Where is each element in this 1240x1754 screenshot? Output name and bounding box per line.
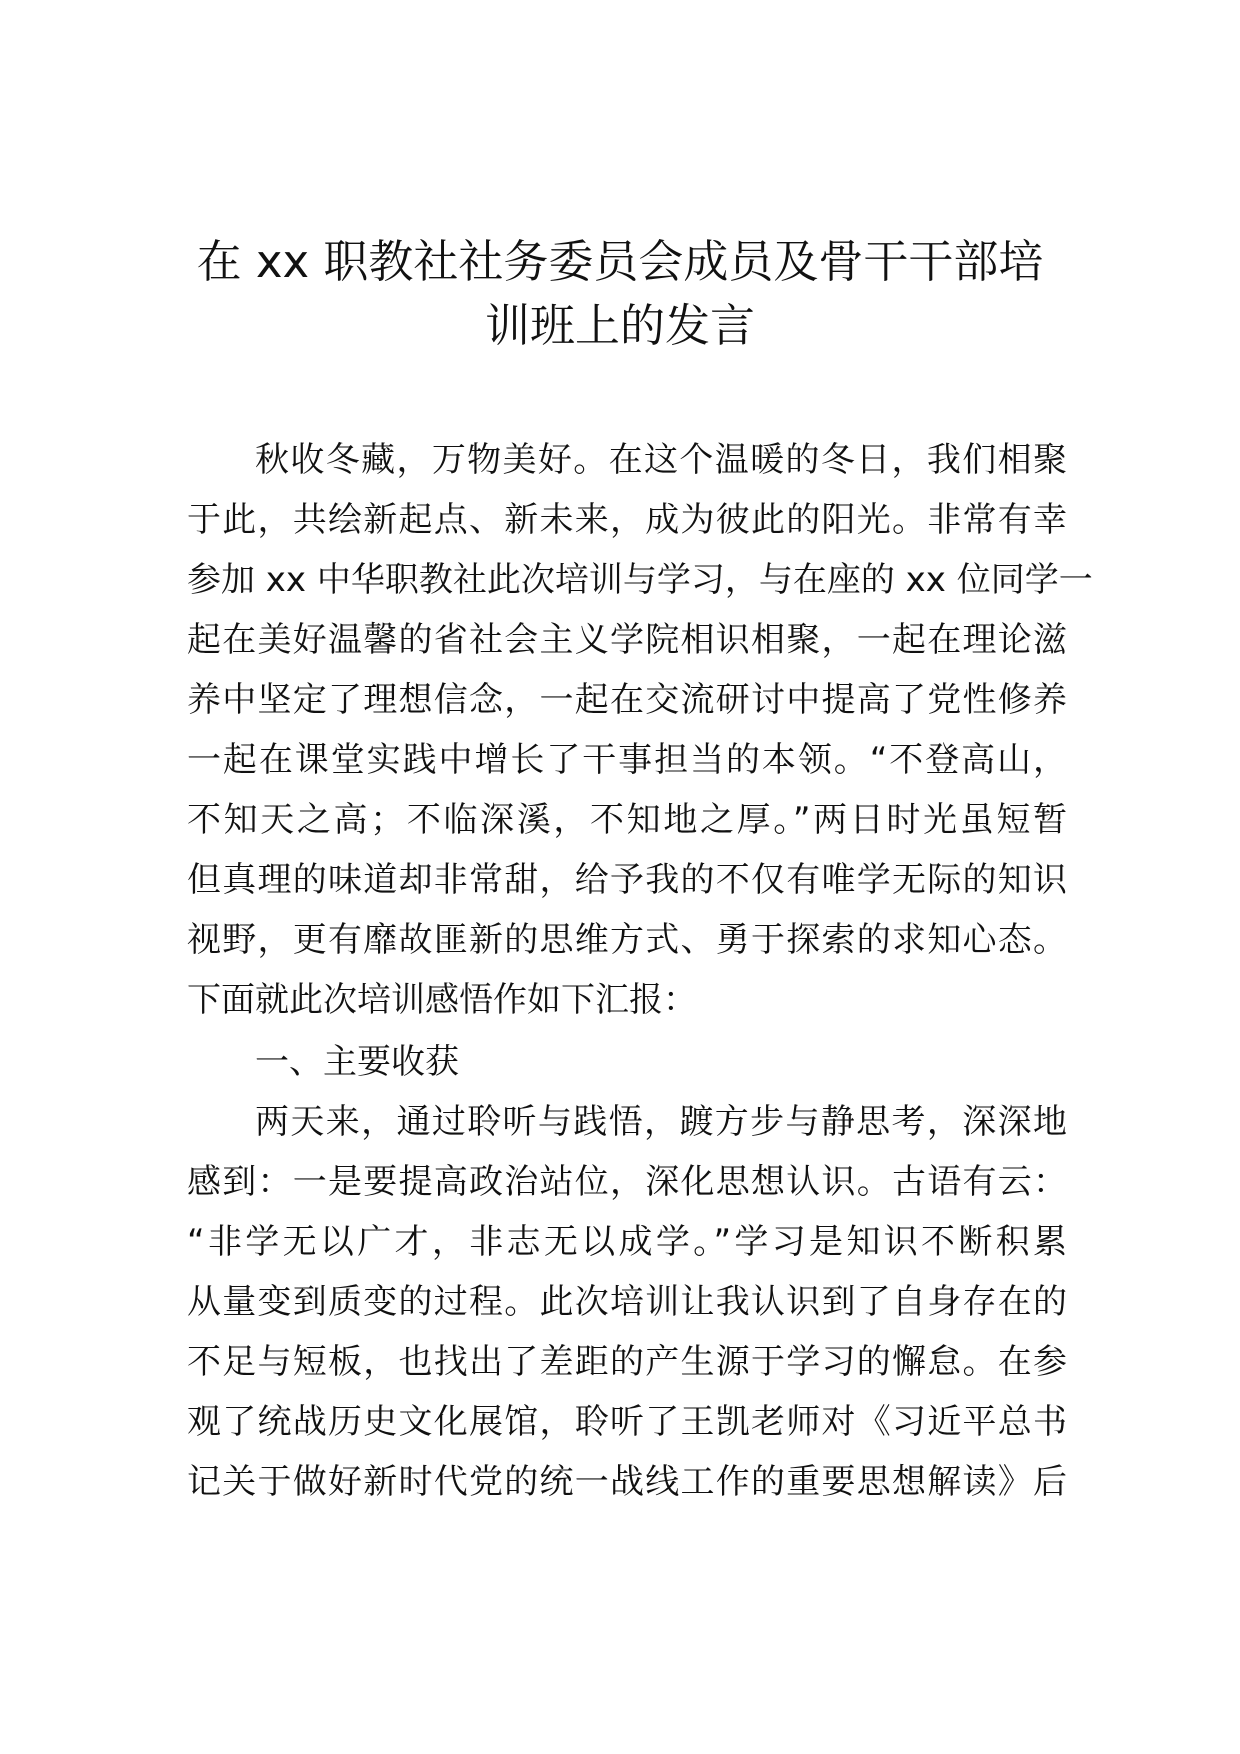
body-line: 观了统战历史文化展馆，聆听了王凯老师对《习近平总书 [187,1402,1067,1442]
body-line: 视野，更有靡故匪新的思维方式、勇于探索的求知心态。 [187,920,1067,960]
section-heading: 一、主要收获 [255,1042,459,1082]
body-line: 于此，共绘新起点、新未来，成为彼此的阳光。非常有幸 [187,500,1067,540]
document-title-line-2: 训班上的发言 [484,299,755,352]
body-line: 不足与短板，也找出了差距的产生源于学习的懈怠。在参 [187,1342,1067,1382]
body-line: 感到：一是要提高政治站位，深化思想认识。古语有云： [187,1162,1067,1202]
body-line: 秋收冬藏，万物美好。在这个温暖的冬日，我们相聚 [255,440,1067,480]
body-line: 起在美好温馨的省社会主义学院相识相聚，一起在理论滋 [187,620,1067,660]
body-line: 两天来，通过聆听与践悟，踱方步与静思考，深深地 [255,1102,1067,1142]
body-line: 不知天之高；不临深溪，不知地之厚。”两日时光虽短暂 [187,800,1067,840]
document-title-line-1: 在 xx 职教社社务委员会成员及骨干干部培 [196,235,1044,288]
body-line: 记关于做好新时代党的统一战线工作的重要思想解读》后 [187,1462,1067,1502]
body-line: 参加 xx 中华职教社此次培训与学习，与在座的 xx 位同学一 [187,560,1093,600]
body-line: 一起在课堂实践中增长了干事担当的本领。“不登高山， [187,740,1067,780]
body-line: “非学无以广才，非志无以成学。”学习是知识不断积累 [187,1222,1067,1262]
body-line: 但真理的味道却非常甜，给予我的不仅有唯学无际的知识 [187,860,1067,900]
body-line: 从量变到质变的过程。此次培训让我认识到了自身存在的 [187,1282,1067,1322]
body-line: 养中坚定了理想信念，一起在交流研讨中提高了党性修养 [187,680,1067,720]
body-line: 下面就此次培训感悟作如下汇报： [187,980,697,1020]
